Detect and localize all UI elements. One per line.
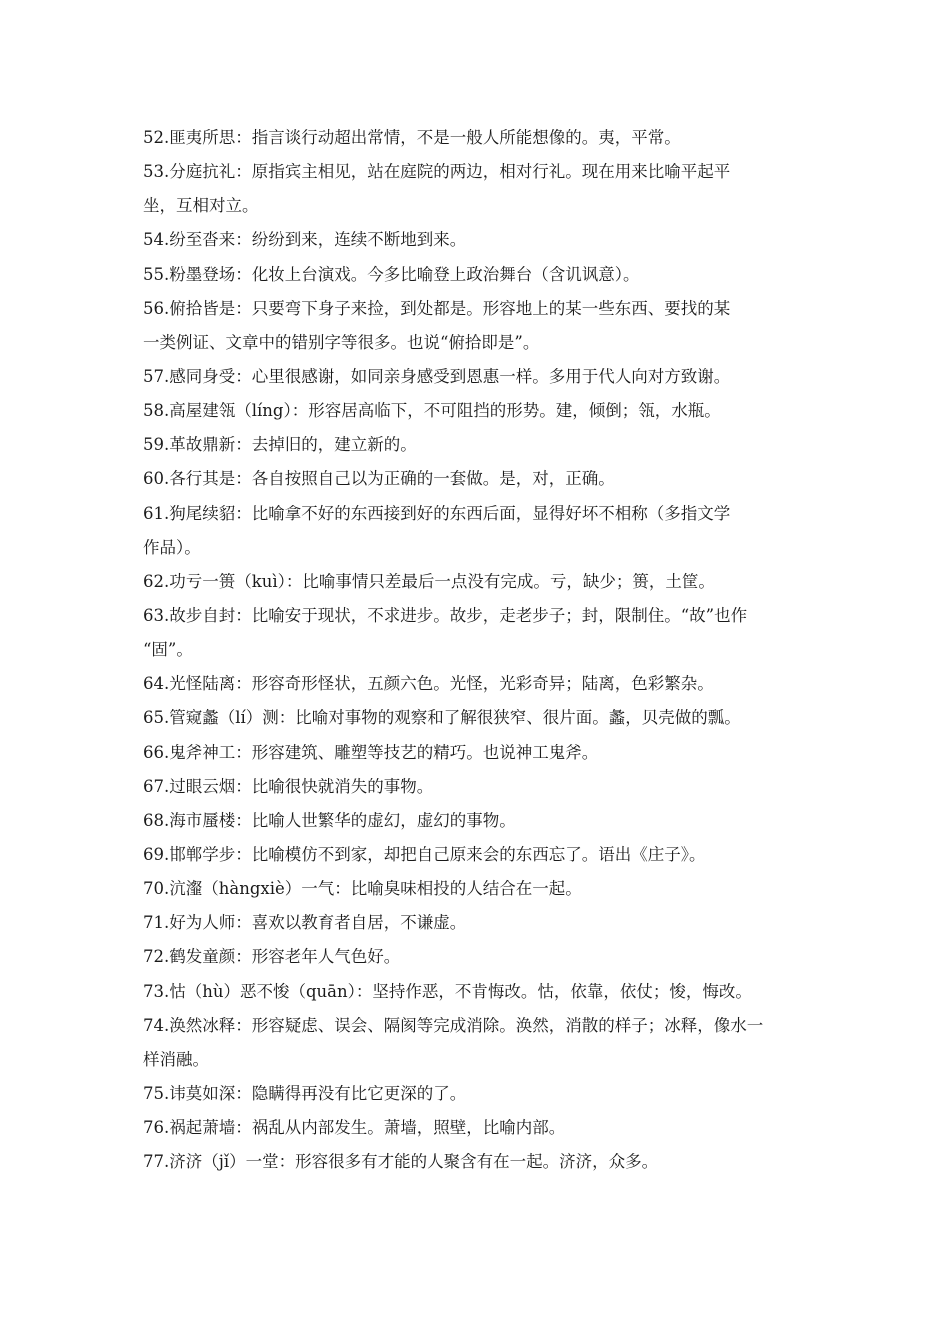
entry-line: “固”。 bbox=[143, 640, 193, 660]
entry-line: 一类例证、文章中的错别字等很多。也说“俯拾即是”。 bbox=[143, 332, 540, 352]
idiom-entry bbox=[143, 258, 811, 292]
idiom-entry bbox=[143, 701, 811, 735]
entry-line: 76.祸起萧墙：祸乱从内部发生。萧墙，照壁，比喻内部。 bbox=[143, 1118, 566, 1138]
idiom-entry bbox=[143, 223, 811, 257]
idiom-entry bbox=[143, 770, 811, 804]
idiom-entry bbox=[143, 940, 811, 974]
entry-line: 59.革故鼎新：去掉旧的，建立新的。 bbox=[143, 435, 417, 455]
entry-line: 57.感同身受：心里很感谢，如同亲身感受到恩惠一样。多用于代人向对方致谢。 bbox=[143, 366, 731, 386]
entry-line: 作品）。 bbox=[143, 537, 201, 557]
entry-line: 54.纷至沓来：纷纷到来，连续不断地到来。 bbox=[143, 230, 467, 250]
entry-line: 64.光怪陆离：形容奇形怪状，五颜六色。光怪，光彩奇异；陆离，色彩繁杂。 bbox=[143, 674, 714, 694]
idiom-entry bbox=[143, 804, 811, 838]
entry-line: 坐，互相对立。 bbox=[143, 196, 259, 216]
entry-line: 58.高屋建瓴（líng）：形容居高临下，不可阻挡的形势。建，倾倒；瓴，水瓶。 bbox=[143, 401, 721, 421]
entry-line: 63.故步自封：比喻安于现状，不求进步。故步，走老步子；封，限制住。“故”也作 bbox=[143, 605, 748, 625]
idiom-entry bbox=[143, 462, 811, 496]
entry-line: 67.过眼云烟：比喻很快就消失的事物。 bbox=[143, 776, 434, 796]
entry-line: 68.海市蜃楼：比喻人世繁华的虚幻，虚幻的事物。 bbox=[143, 810, 516, 830]
entry-line: 52.匪夷所思：指言谈行动超出常情，不是一般人所能想像的。夷，平常。 bbox=[143, 128, 681, 147]
idiom-entry bbox=[143, 428, 811, 462]
entry-line: 70.沆瀣（hàngxiè）一气：比喻臭味相投的人结合在一起。 bbox=[143, 879, 582, 899]
idiom-entry bbox=[143, 599, 811, 667]
entry-line: 72.鹤发童颜：形容老年人气色好。 bbox=[143, 947, 401, 967]
entry-line: 77.济济（jǐ）一堂：形容很多有才能的人聚含有在一起。济济，众多。 bbox=[143, 1152, 659, 1172]
entry-line: 62.功亏一篑（kuì）：比喻事情只差最后一点没有完成。亏，缺少；篑，土筐。 bbox=[143, 571, 715, 591]
entry-line: 55.粉墨登场：化妆上台演戏。今多比喻登上政治舞台（含讥讽意）。 bbox=[143, 264, 640, 284]
entry-line: 56.俯拾皆是：只要弯下身子来捡，到处都是。形容地上的某一些东西、要找的某 bbox=[143, 298, 731, 318]
idiom-entry bbox=[143, 121, 811, 155]
idiom-entry bbox=[143, 975, 811, 1009]
entry-line: 73.怙（hù）恶不悛（quān）：坚持作恶，不肯悔改。怙，依靠，依仗；悛，悔改。 bbox=[143, 981, 752, 1001]
entry-line: 61.狗尾续貂：比喻拿不好的东西接到好的东西后面，显得好坏不相称（多指文学 bbox=[143, 503, 731, 523]
idiom-entry bbox=[143, 1111, 811, 1145]
idiom-entry bbox=[143, 1145, 811, 1179]
entry-line: 样消融。 bbox=[143, 1049, 209, 1069]
idiom-list bbox=[143, 121, 811, 1179]
entry-line: 66.鬼斧神工：形容建筑、雕塑等技艺的精巧。也说神工鬼斧。 bbox=[143, 742, 599, 762]
idiom-entry bbox=[143, 1077, 811, 1111]
idiom-entry bbox=[143, 736, 811, 770]
idiom-entry bbox=[143, 565, 811, 599]
idiom-entry bbox=[143, 1009, 811, 1077]
entry-line: 75.讳莫如深：隐瞒得再没有比它更深的了。 bbox=[143, 1083, 467, 1103]
idiom-entry bbox=[143, 155, 811, 223]
entry-line: 60.各行其是：各自按照自己以为正确的一套做。是，对，正确。 bbox=[143, 469, 615, 489]
idiom-entry bbox=[143, 667, 811, 701]
idiom-entry bbox=[143, 292, 811, 360]
idiom-entry bbox=[143, 906, 811, 940]
idiom-entry bbox=[143, 497, 811, 565]
entry-line: 65.管窥蠡（lí）测：比喻对事物的观察和了解很狭窄、很片面。蠡，贝壳做的瓢。 bbox=[143, 708, 741, 728]
entry-line: 71.好为人师：喜欢以教育者自居，不谦虚。 bbox=[143, 913, 467, 933]
idiom-entry bbox=[143, 394, 811, 428]
idiom-entry bbox=[143, 872, 811, 906]
entry-line: 69.邯郸学步：比喻模仿不到家，却把自己原来会的东西忘了。语出《庄子》。 bbox=[143, 844, 706, 864]
entry-line: 74.涣然冰释：形容疑虑、误会、隔阂等完成消除。涣然，消散的样子；冰释，像水一 bbox=[143, 1015, 764, 1035]
idiom-entry bbox=[143, 360, 811, 394]
entry-line: 53.分庭抗礼：原指宾主相见，站在庭院的两边，相对行礼。现在用来比喻平起平 bbox=[143, 162, 731, 182]
idiom-entry bbox=[143, 838, 811, 872]
